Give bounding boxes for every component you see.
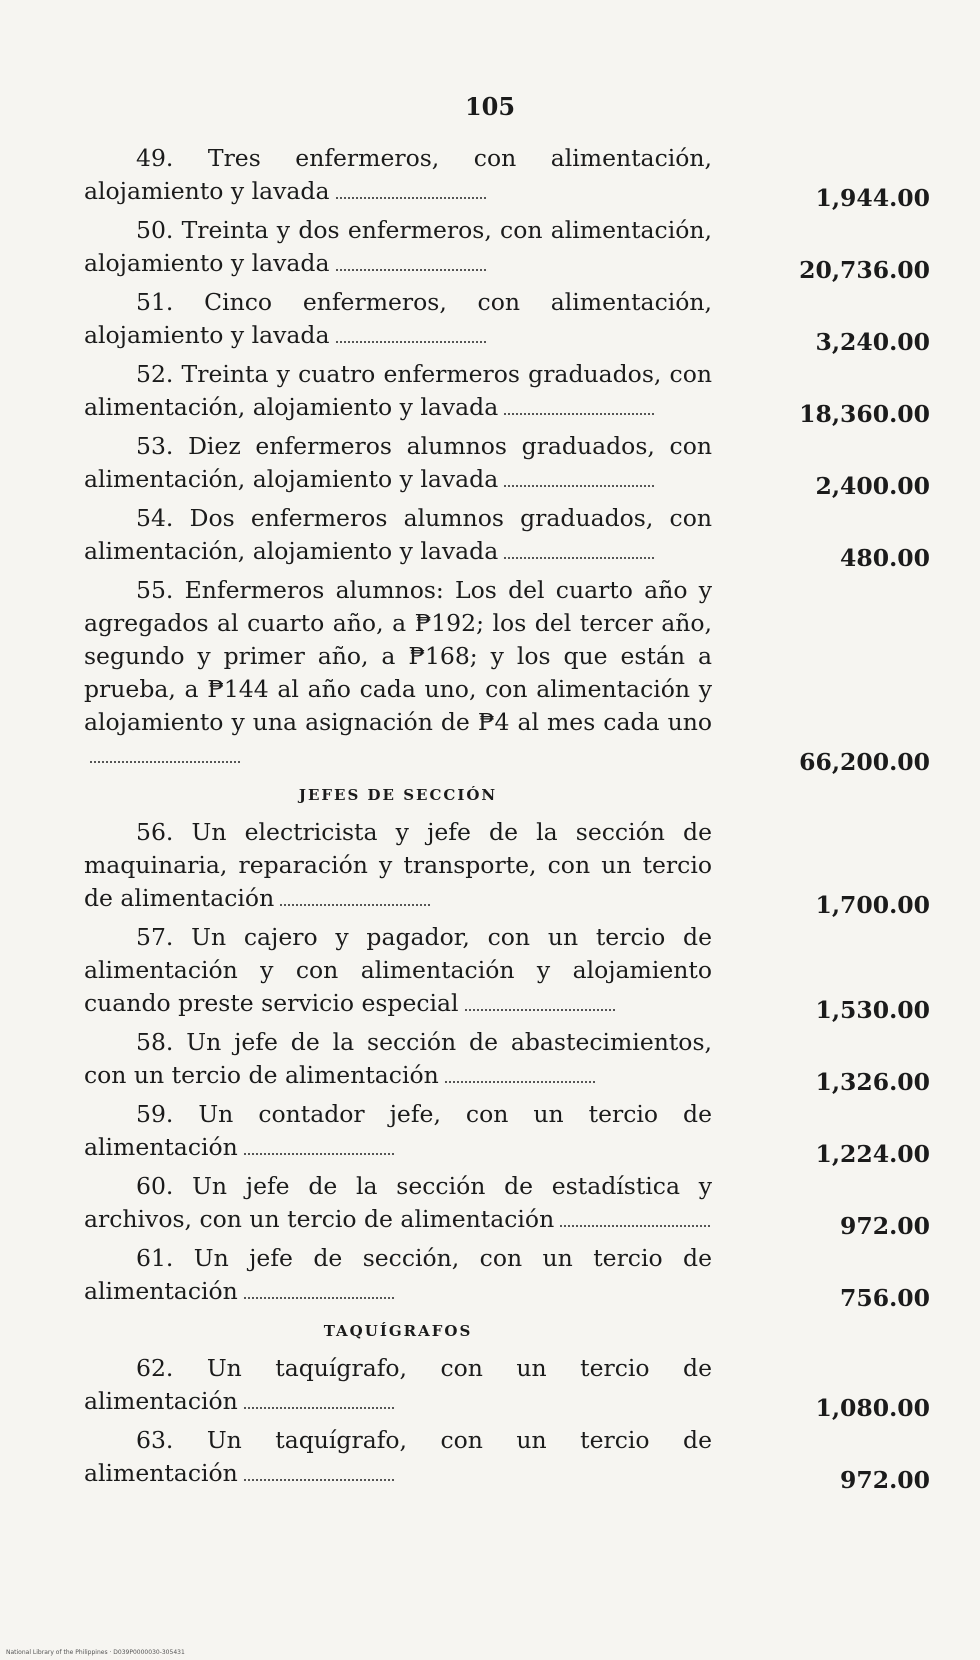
entry-text: 60. Un jefe de la sección de estadística y archivos, con un tercio de alimentación: [84, 1172, 712, 1233]
dot-leader: [465, 1008, 615, 1011]
entry-description: [84, 1242, 712, 1308]
budget-list: [84, 142, 930, 1496]
entry-text: 52. Treinta y cuatro enfermeros graduados, con alimentación, alojamiento y lavada: [84, 360, 712, 421]
budget-entry: [84, 921, 930, 1024]
dot-leader: [336, 268, 486, 271]
dot-leader: [560, 1224, 710, 1227]
section-heading-jefes: JEFES DE SECCIÓN: [298, 786, 498, 804]
entry-description: [84, 574, 712, 772]
entry-description: [84, 1026, 712, 1092]
dot-leader: [336, 196, 486, 199]
entry-amount: 1,080.00: [815, 1394, 930, 1422]
budget-entry: [84, 1170, 930, 1240]
dot-leader: [445, 1080, 595, 1083]
entry-text: 61. Un jefe de sección, con un tercio de alimentación: [84, 1244, 712, 1305]
entry-description: [84, 1170, 712, 1236]
entries-group-jefes: [84, 816, 930, 1312]
dot-leader: [244, 1406, 394, 1409]
entry-description: [84, 1352, 712, 1418]
entry-amount: 972.00: [840, 1212, 930, 1240]
entry-description: [84, 1098, 712, 1164]
entry-description: [84, 358, 712, 424]
entry-description: [84, 142, 712, 208]
budget-entry: [84, 214, 930, 284]
entry-amount: 66,200.00: [799, 748, 930, 776]
budget-entry: [84, 1352, 930, 1422]
entry-amount: 480.00: [840, 544, 930, 572]
entry-text: 54. Dos enfermeros alumnos graduados, con alimentación, alojamiento y lavada: [84, 504, 712, 565]
entry-text: 62. Un taquígrafo, con un tercio de alimentación: [84, 1354, 712, 1415]
budget-entry: [84, 286, 930, 356]
entry-description: [84, 286, 712, 352]
budget-entry: [84, 1098, 930, 1168]
entry-amount: 1,700.00: [815, 891, 930, 919]
footer-note: National Library of the Philippines · D039P0000030-305431: [6, 1649, 185, 1656]
entry-text: 56. Un electricista y jefe de la sección de maquinaria, reparación y transporte, con un tercio de alimentación: [84, 818, 712, 912]
entry-text: 51. Cinco enfermeros, con alimentación, alojamiento y lavada: [84, 288, 712, 349]
entry-text: 59. Un contador jefe, con un tercio de alimentación: [84, 1100, 712, 1161]
entry-amount: 1,530.00: [815, 996, 930, 1024]
entry-text: 50. Treinta y dos enfermeros, con alimentación, alojamiento y lavada: [84, 216, 712, 277]
budget-entry: [84, 1026, 930, 1096]
dot-leader: [504, 484, 654, 487]
budget-entry: [84, 574, 930, 776]
entry-amount: 1,944.00: [815, 184, 930, 212]
entry-amount: 2,400.00: [815, 472, 930, 500]
budget-entry: [84, 430, 930, 500]
dot-leader: [280, 903, 430, 906]
dot-leader: [336, 340, 486, 343]
section-heading-taquigrafos: TAQUÍGRAFOS: [323, 1322, 473, 1340]
dot-leader: [244, 1478, 394, 1481]
entry-description: [84, 1424, 712, 1490]
entry-text: 63. Un taquígrafo, con un tercio de alimentación: [84, 1426, 712, 1487]
budget-entry: [84, 358, 930, 428]
entry-text: 58. Un jefe de la sección de abastecimientos, con un tercio de alimentación: [84, 1028, 712, 1089]
budget-entry: [84, 1242, 930, 1312]
budget-entry: [84, 816, 930, 919]
entries-group-taquigrafos: [84, 1352, 930, 1494]
budget-entry: [84, 502, 930, 572]
entry-amount: 756.00: [840, 1284, 930, 1312]
entry-amount: 972.00: [840, 1466, 930, 1494]
entry-description: [84, 214, 712, 280]
entry-amount: 1,224.00: [815, 1140, 930, 1168]
entry-amount: 18,360.00: [799, 400, 930, 428]
entry-amount: 3,240.00: [815, 328, 930, 356]
entries-group-nurses: [84, 142, 930, 776]
page-number: 105: [464, 92, 516, 121]
entry-text: 57. Un cajero y pagador, con un tercio de alimentación y con alimentación y alojamiento cuando preste servicio especial: [84, 923, 712, 1017]
entry-text: 55. Enfermeros alumnos: Los del cuarto año y agregados al cuarto año, a ₱192; los del tercer año, segundo y primer año, a ₱168; y los que están a prueba, a ₱144 al año cada uno, con alimentación y alojamiento y una asignación de ₱4 al mes cada uno: [84, 576, 712, 736]
entry-text: 49. Tres enfermeros, con alimentación, alojamiento y lavada: [84, 144, 712, 205]
entry-description: [84, 816, 712, 915]
entry-amount: 20,736.00: [799, 256, 930, 284]
dot-leader: [244, 1296, 394, 1299]
dot-leader: [504, 556, 654, 559]
entry-amount: 1,326.00: [815, 1068, 930, 1096]
dot-leader: [90, 760, 240, 763]
entry-text: 53. Diez enfermeros alumnos graduados, con alimentación, alojamiento y lavada: [84, 432, 712, 493]
entry-description: [84, 430, 712, 496]
dot-leader: [504, 412, 654, 415]
entry-description: [84, 502, 712, 568]
budget-entry: [84, 1424, 930, 1494]
budget-entry: [84, 142, 930, 212]
entry-description: [84, 921, 712, 1020]
dot-leader: [244, 1152, 394, 1155]
